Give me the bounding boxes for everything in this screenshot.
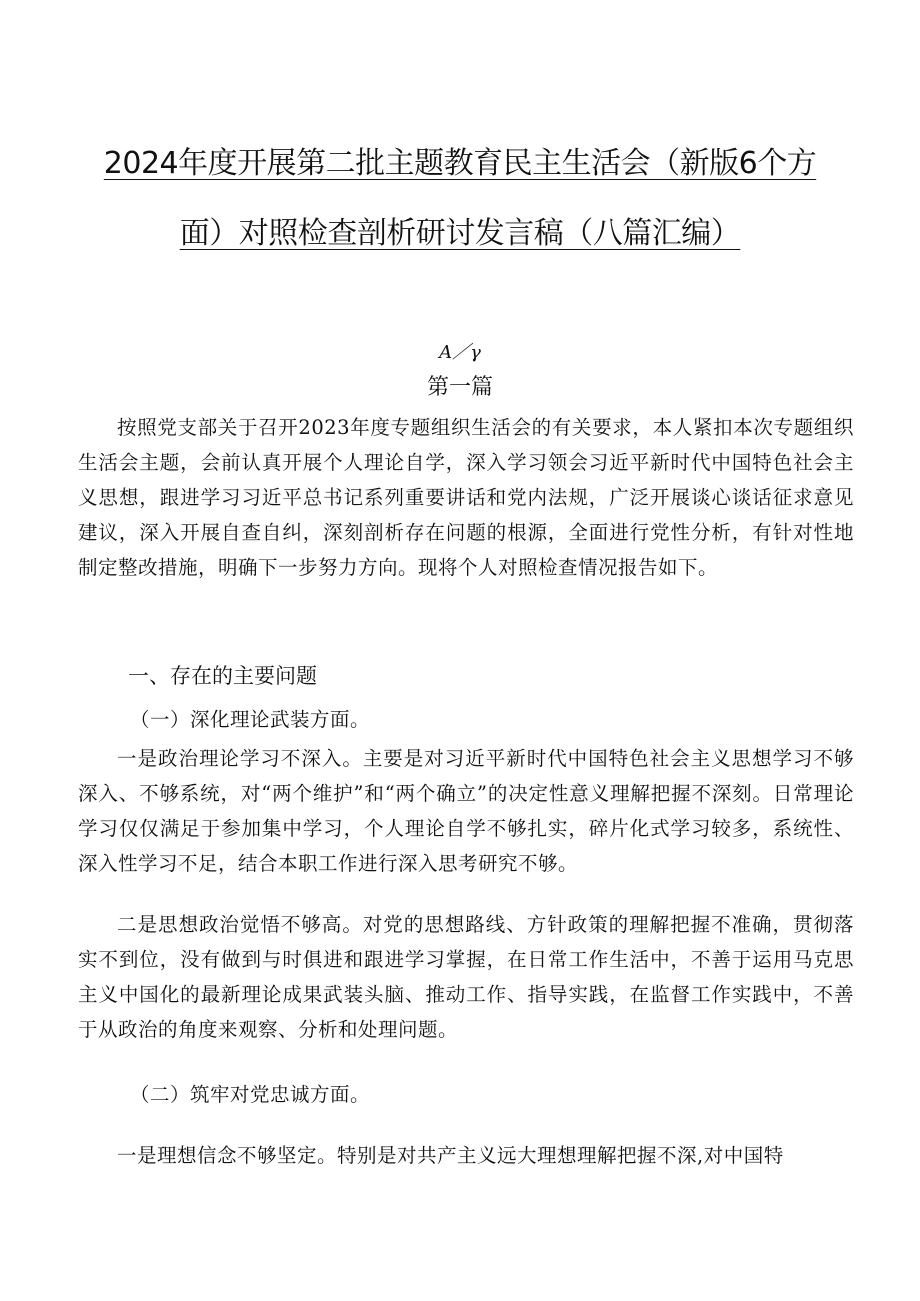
intro-paragraph: 按照党支部关于召开2023年度专题组织生活会的有关要求，本人紧扣本次专题组织生活会主题，会前认真开展个人理论自学，深入学习领会习近平新时代中国特色社会主义思想，跟进学习习近平总书记系列重要讲话和党内法规，广泛开展谈心谈话征求意见建议，深入开展自查自纠，深刻剖析存在问题的根源，全面进行党性分析，有针对性地制定整改措施，明确下一步努力方向。现将个人对照检查情况报告如下。 <box>78 416 854 579</box>
part-heading: 第一篇 <box>426 375 493 400</box>
body-paragraph-1: 一是政治理论学习不深入。主要是对习近平新时代中国特色社会主义思想学习不够深入、不够系统，对“两个维护”和“两个确立”的决定性意义理解把握不深刻。日常理论学习仅仅满足于参加集中学习，个人理论自学不够扎实，碎片化式学习较多，系统性、深入性学习不足，结合本职工作进行深入思考研究不够。 <box>78 747 854 875</box>
body-paragraph-3: 一是理想信念不够坚定。特别是对共产主义远大理想理解把握不深,对中国特 <box>117 1144 784 1167</box>
document-title-line-2: 面）对照检查剖析研讨发言稿（八篇汇编） <box>179 216 741 251</box>
section-marker: A／γ <box>439 342 481 363</box>
body-paragraph-2: 二是思想政治觉悟不够高。对党的思想路线、方针政策的理解把握不准确，贯彻落实不到位，没有做到与时俱进和跟进学习掌握，在日常工作生活中，不善于运用马克思主义中国化的最新理论成果武装头脑、推动工作、指导实践，在监督工作实践中，不善于从政治的角度来观察、分析和处理问题。 <box>78 913 854 1041</box>
subsection-heading-1: （一）深化理论武装方面。 <box>130 708 371 731</box>
document-title-line-1: 2024年度开展第二批主题教育民主生活会（新版6个方 <box>103 146 817 181</box>
section-heading: 一、存在的主要问题 <box>128 664 317 688</box>
subsection-heading-2: （二）筑牢对党忠诚方面。 <box>130 1083 371 1106</box>
